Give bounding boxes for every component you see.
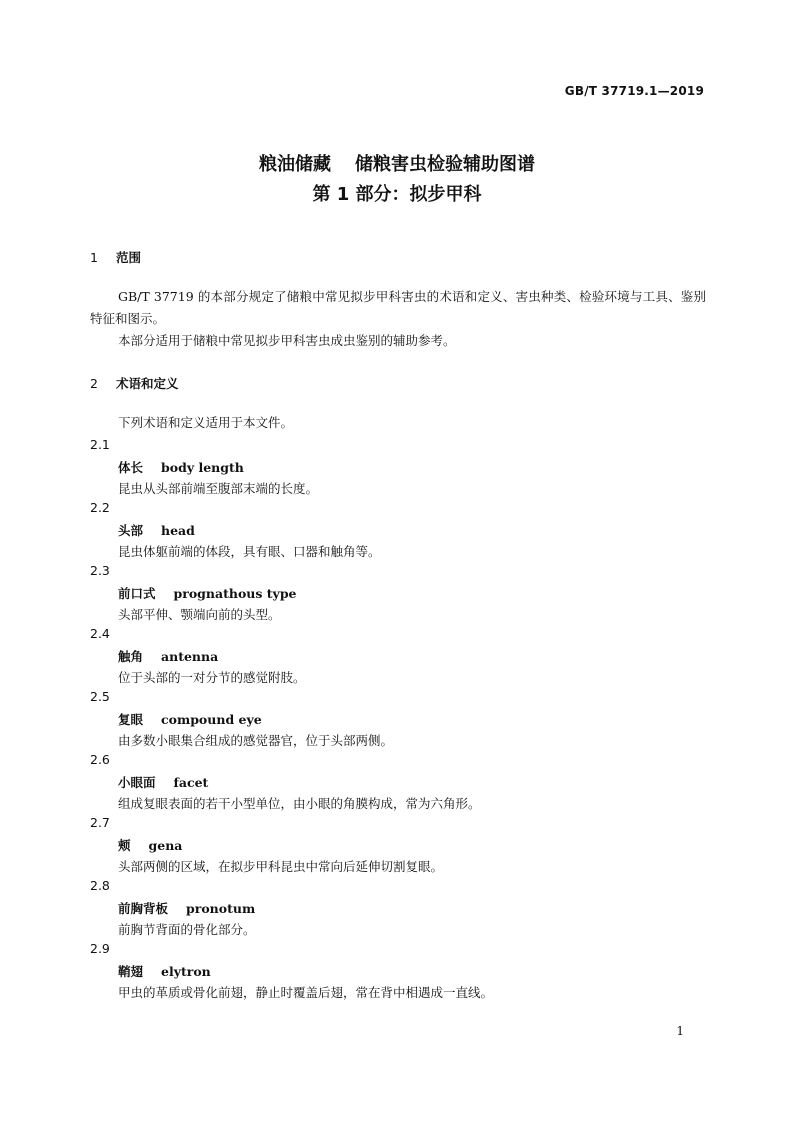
term-definition: 头部平伸、颚端向前的头型。 [118, 607, 281, 622]
term-definition: 昆虫从头部前端至腹部末端的长度。 [118, 481, 319, 496]
term-zh: 前口式 [118, 586, 156, 601]
term-en: pronotum [186, 901, 256, 916]
term-zh: 复眼 [118, 712, 144, 727]
term-en: elytron [161, 964, 211, 979]
section-1-paragraph-1: GB/T 37719 的本部分规定了储粮中常见拟步甲科害虫的术语和定义、害虫种类、检验环境与工具、鉴别特征和图示。 [90, 289, 706, 326]
term-number: 2.7 [90, 815, 110, 830]
term-definition: 组成复眼表面的若干小型单位，由小眼的角膜构成，常为六角形。 [118, 796, 481, 811]
term-en: antenna [161, 649, 219, 664]
title-line-2: 第 1 部分：拟步甲科 [312, 184, 482, 205]
term-number: 2.8 [90, 878, 110, 893]
term-heading [118, 458, 244, 476]
term-zh: 触角 [118, 649, 144, 664]
term-number: 2.1 [90, 437, 110, 452]
title-line-1-part-1: 粮油储藏 [259, 154, 331, 175]
term-zh: 体长 [118, 460, 144, 475]
term-definition: 昆虫体躯前端的体段，具有眼、口器和触角等。 [118, 544, 381, 559]
term-number: 2.5 [90, 689, 110, 704]
term-heading [118, 899, 255, 917]
term-en: body length [161, 460, 244, 475]
term-en: head [161, 523, 195, 538]
title-line-1 [0, 150, 794, 180]
term-heading [118, 773, 208, 791]
term-number: 2.6 [90, 752, 110, 767]
title-line-1-part-2: 储粮害虫检验辅助图谱 [355, 154, 535, 175]
section-2-title: 术语和定义 [116, 376, 179, 391]
term-definition: 前胸节背面的骨化部分。 [118, 922, 256, 937]
section-1-title: 范围 [116, 250, 142, 265]
standard-code: GB/T 37719.1—2019 [564, 84, 704, 98]
section-1-paragraph-2: 本部分适用于储粮中常见拟步甲科害虫成虫鉴别的辅助参考。 [118, 333, 456, 348]
term-heading [118, 962, 211, 980]
term-en: prognathous type [173, 586, 297, 601]
term-definition: 位于头部的一对分节的感觉附肢。 [118, 670, 306, 685]
term-zh: 前胸背板 [118, 901, 169, 916]
document-title [0, 150, 794, 210]
page-number: 1 [676, 1024, 684, 1038]
section-1-number: 1 [90, 250, 98, 265]
term-number: 2.3 [90, 563, 110, 578]
term-heading [118, 836, 182, 854]
term-number: 2.4 [90, 626, 110, 641]
term-definition: 甲虫的革质或骨化前翅，静止时覆盖后翅，常在背中相遇成一直线。 [118, 985, 494, 1000]
term-zh: 颊 [118, 838, 131, 853]
section-2-intro: 下列术语和定义适用于本文件。 [118, 415, 294, 430]
term-zh: 鞘翅 [118, 964, 144, 979]
term-heading [118, 521, 195, 539]
term-en: facet [173, 775, 209, 790]
term-zh: 小眼面 [118, 775, 156, 790]
term-definition: 头部两侧的区域，在拟步甲科昆虫中常向后延伸切割复眼。 [118, 859, 444, 874]
term-heading [118, 584, 297, 602]
section-2-heading [90, 374, 179, 392]
term-zh: 头部 [118, 523, 144, 538]
term-heading [118, 647, 218, 665]
section-2-number: 2 [90, 376, 98, 391]
term-definition: 由多数小眼集合组成的感觉器官，位于头部两侧。 [118, 733, 394, 748]
term-en: compound eye [161, 712, 262, 727]
term-number: 2.9 [90, 941, 110, 956]
term-number: 2.2 [90, 500, 110, 515]
term-en: gena [148, 838, 183, 853]
term-heading [118, 710, 262, 728]
section-1-heading [90, 248, 141, 266]
